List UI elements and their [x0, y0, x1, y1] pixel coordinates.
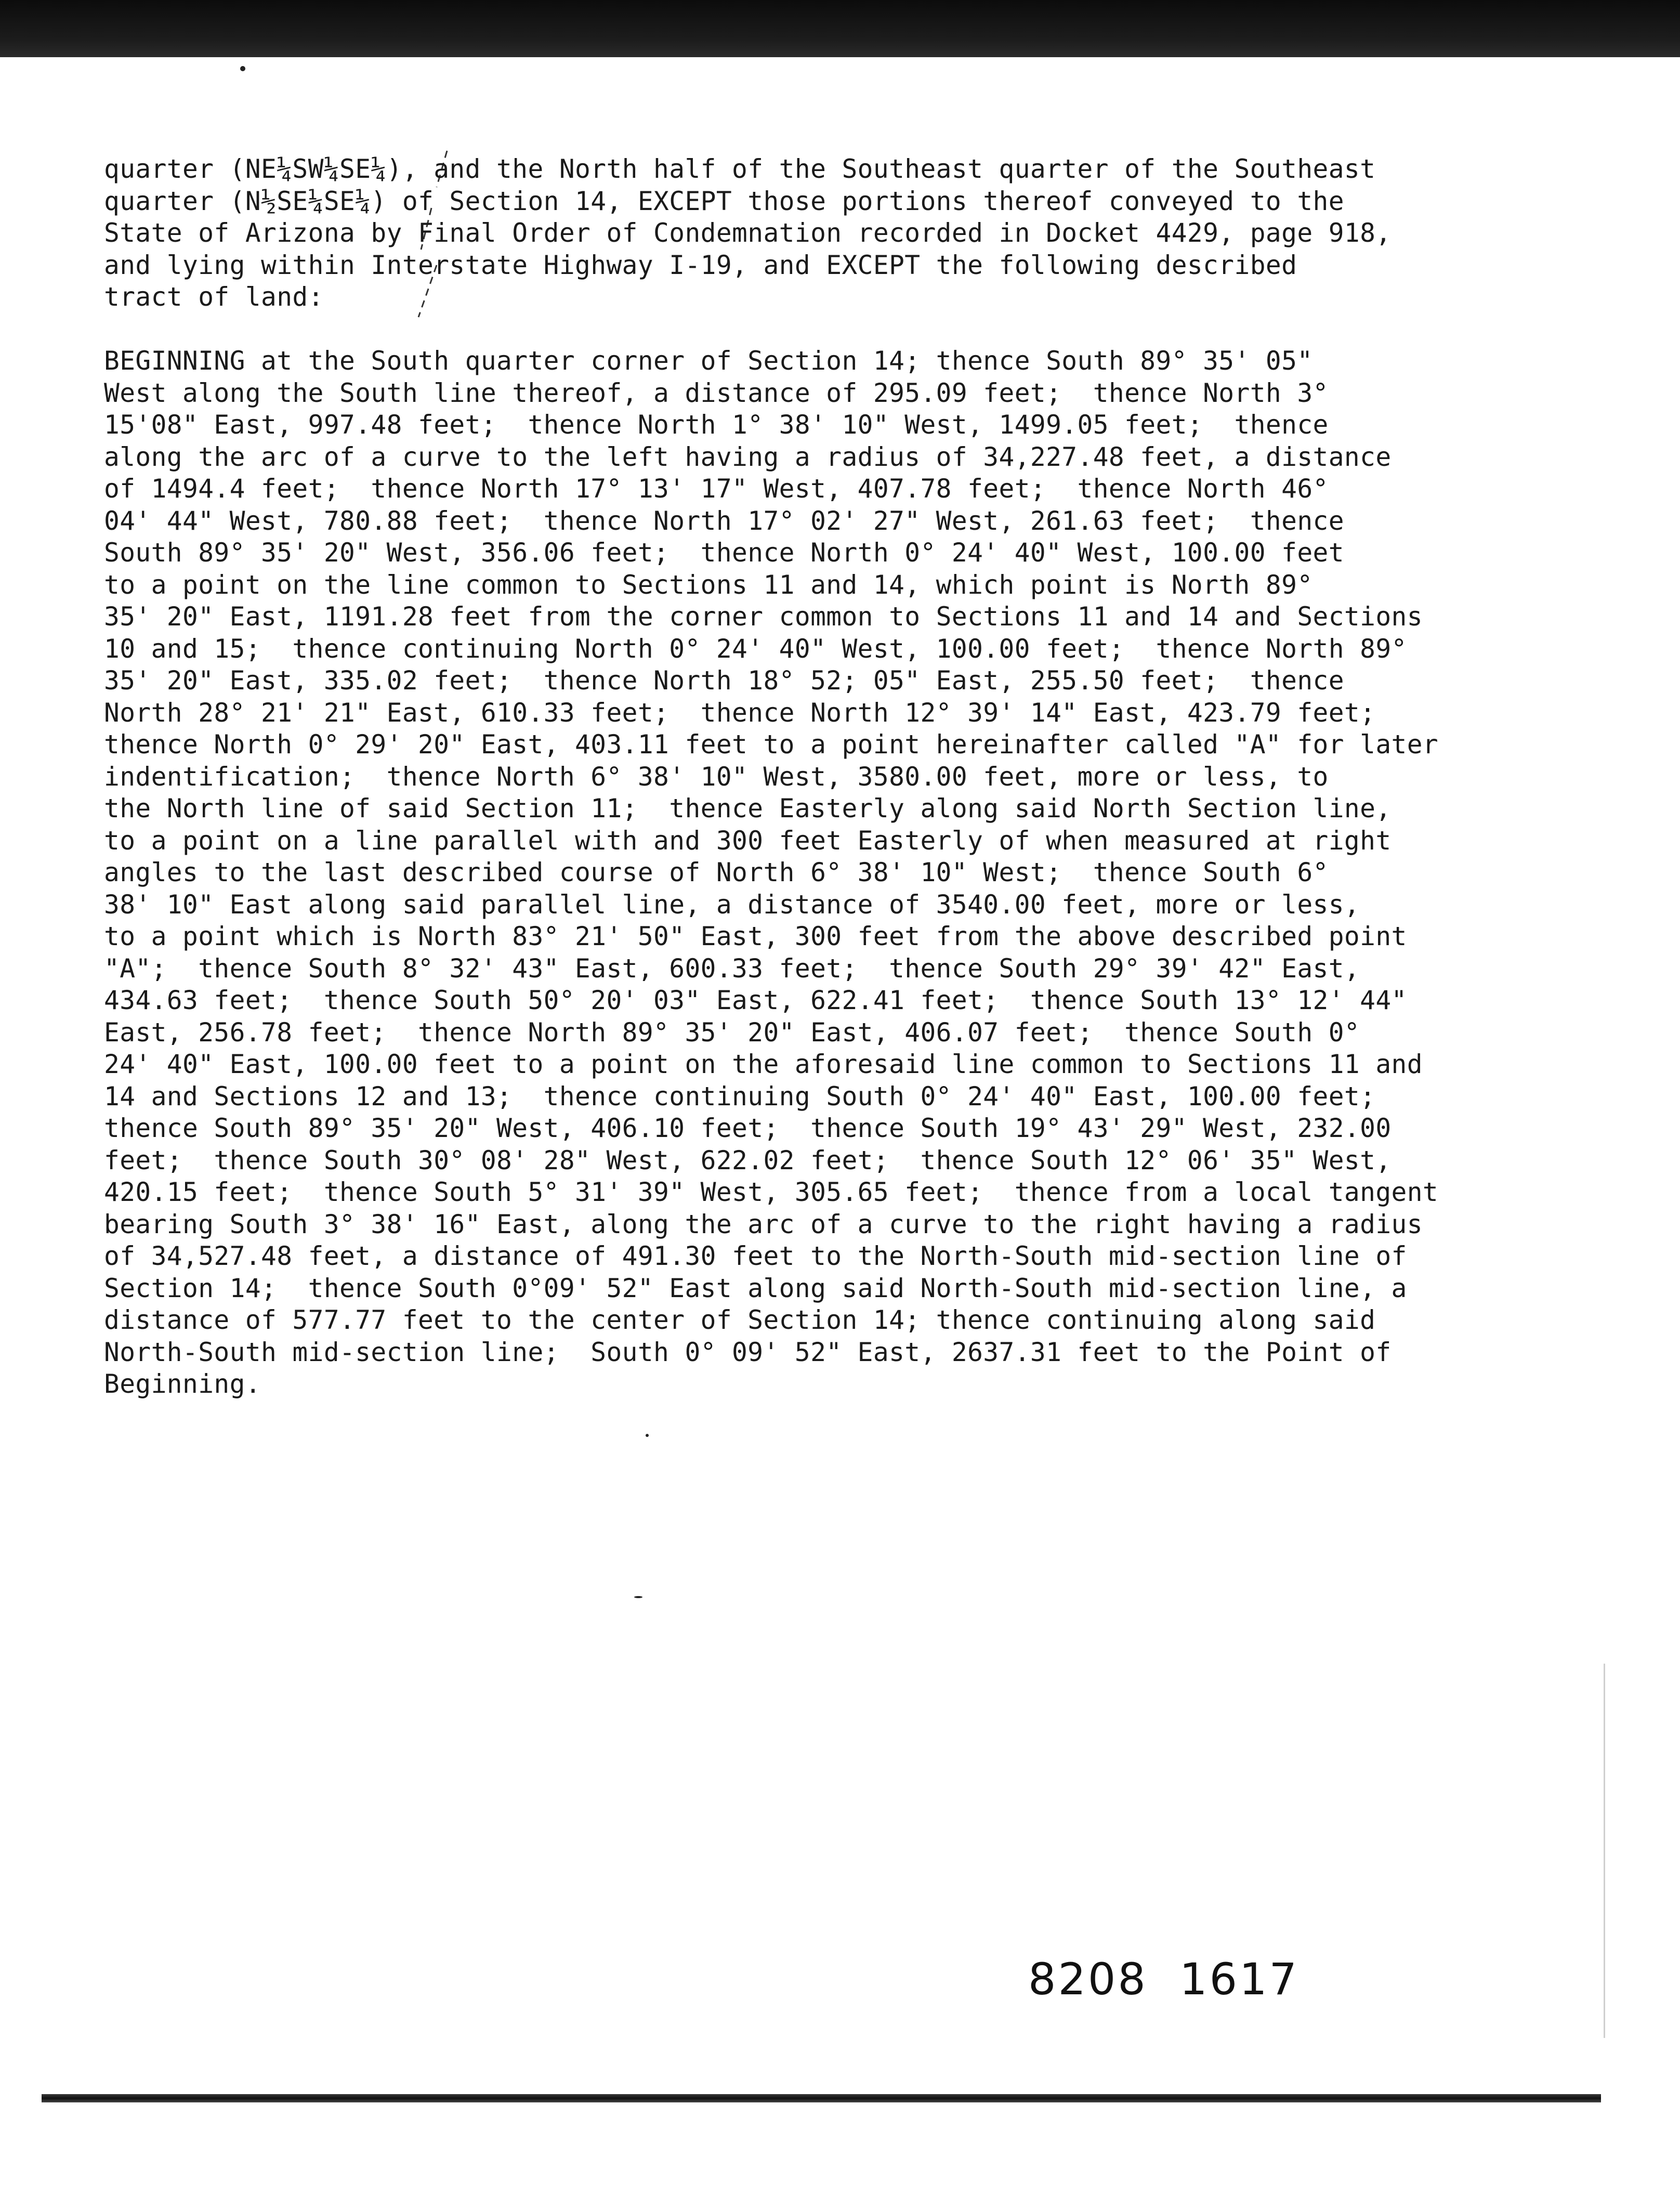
text-line: 35' 20" East, 1191.28 feet from the corner common to Sections 11 and 14 and Sections [104, 602, 1423, 632]
scan-top-border [0, 0, 1680, 57]
text-line: quarter (N½SE¼SE¼) of Section 14, EXCEPT those portions thereof conveyed to the [104, 186, 1344, 216]
text-line: South 89° 35' 20" West, 356.06 feet; thence North 0° 24' 40" West, 100.00 feet [104, 538, 1344, 568]
text-line: feet; thence South 30° 08' 28" West, 622.02 feet; thence South 12° 06' 35" West, [104, 1145, 1392, 1175]
scan-margin-line [1604, 1664, 1605, 2038]
text-line: 10 and 15; thence continuing North 0° 24' 40" West, 100.00 feet; thence North 89° [104, 633, 1407, 664]
text-line: BEGINNING at the South quarter corner of Section 14; thence South 89° 35' 05" [104, 346, 1313, 376]
text-line: tract of land: [104, 282, 324, 312]
text-line: 24' 40" East, 100.00 feet to a point on the aforesaid line common to Sections 11 and [104, 1049, 1423, 1079]
text-line: 35' 20" East, 335.02 feet; thence North 18° 52; 05" East, 255.50 feet; thence [104, 665, 1344, 696]
text-line: to a point on a line parallel with and 300 feet Easterly of when measured at right [104, 825, 1392, 856]
text-line: along the arc of a curve to the left having a radius of 34,227.48 feet, a distance [104, 441, 1392, 472]
text-line: Section 14; thence South 0°09' 52" East along said North-South mid-section line, a [104, 1273, 1407, 1303]
text-line: to a point on the line common to Sections 11 and 14, which point is North 89° [104, 569, 1313, 600]
legal-description [104, 153, 1611, 1401]
text-line: to a point which is North 83° 21' 50" East, 300 feet from the above described point [104, 921, 1407, 951]
text-line: Beginning. [104, 1369, 261, 1399]
text-line: North-South mid-section line; South 0° 09' 52" East, 2637.31 feet to the Point of [104, 1337, 1392, 1367]
text-line: East, 256.78 feet; thence North 89° 35' 20" East, 406.07 feet; thence South 0° [104, 1017, 1360, 1048]
text-line: State of Arizona by Final Order of Condemnation recorded in Docket 4429, page 918, [104, 218, 1392, 248]
text-line: West along the South line thereof, a distance of 295.09 feet; thence North 3° [104, 377, 1329, 408]
text-line: 38' 10" East along said parallel line, a distance of 3540.00 feet, more or less, [104, 889, 1360, 920]
scan-speck [646, 1434, 649, 1437]
text-line: thence North 0° 29' 20" East, 403.11 feet to a point hereinafter called "A" for later [104, 729, 1439, 760]
text-line: and lying within Interstate Highway I-19, and EXCEPT the following described [104, 250, 1297, 280]
text-line: indentification; thence North 6° 38' 10" West, 3580.00 feet, more or less, to [104, 761, 1329, 792]
text-line: 434.63 feet; thence South 50° 20' 03" East, 622.41 feet; thence South 13° 12' 44" [104, 985, 1407, 1015]
text-line: distance of 577.77 feet to the center of Section 14; thence continuing along said [104, 1305, 1376, 1335]
text-line: North 28° 21' 21" East, 610.33 feet; thence North 12° 39' 14" East, 423.79 feet; [104, 697, 1376, 728]
text-line: 14 and Sections 12 and 13; thence continuing South 0° 24' 40" East, 100.00 feet; [104, 1081, 1376, 1112]
page-number: 8208 1617 [1028, 1954, 1299, 2005]
scan-speck [634, 1596, 642, 1598]
text-line: angles to the last described course of North 6° 38' 10" West; thence South 6° [104, 857, 1329, 887]
text-line: "A"; thence South 8° 32' 43" East, 600.33 feet; thence South 29° 39' 42" East, [104, 953, 1360, 984]
text-line: of 1494.4 feet; thence North 17° 13' 17" West, 407.78 feet; thence North 46° [104, 474, 1329, 504]
text-line: thence South 89° 35' 20" West, 406.10 feet; thence South 19° 43' 29" West, 232.00 [104, 1113, 1392, 1143]
text-line: bearing South 3° 38' 16" East, along the arc of a curve to the right having a radius [104, 1209, 1423, 1239]
paragraph-beginning [104, 345, 1611, 1401]
text-line: 15'08" East, 997.48 feet; thence North 1° 38' 10" West, 1499.05 feet; thence [104, 410, 1329, 440]
scan-speck [240, 66, 245, 71]
text-line: 04' 44" West, 780.88 feet; thence North 17° 02' 27" West, 261.63 feet; thence [104, 505, 1344, 536]
text-line: quarter (NE¼SW¼SE¼), and the North half of the Southeast quarter of the Southeast [104, 154, 1376, 184]
text-line: the North line of said Section 11; thence Easterly along said North Section line, [104, 793, 1392, 824]
paragraph-intro [104, 153, 1611, 313]
text-line: of 34,527.48 feet, a distance of 491.30 feet to the North-South mid-section line of [104, 1241, 1407, 1271]
scan-bottom-border [42, 2094, 1601, 2102]
text-line: 420.15 feet; thence South 5° 31' 39" West, 305.65 feet; thence from a local tangent [104, 1177, 1439, 1207]
